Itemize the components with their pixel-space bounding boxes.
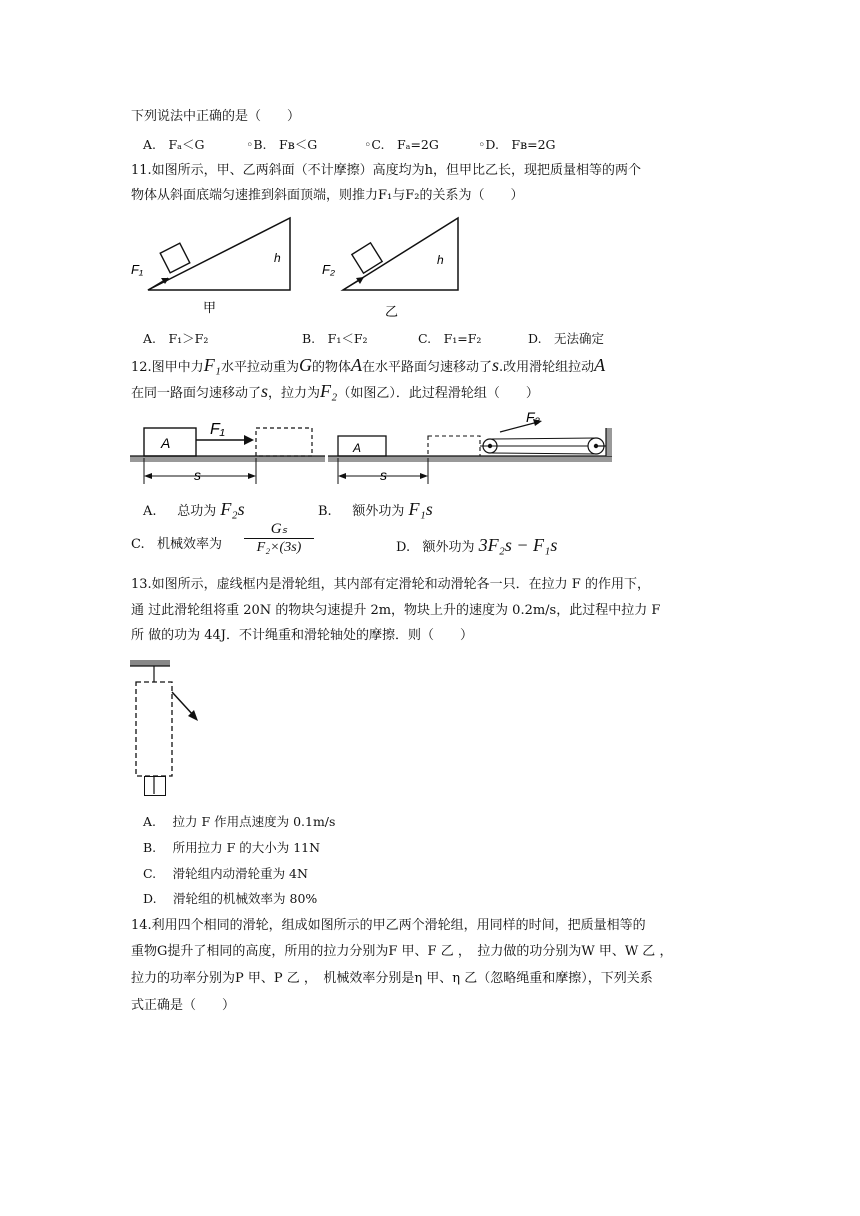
block-right-moved xyxy=(428,436,480,456)
q12-l2-s: s xyxy=(261,381,269,401)
q14-line1: 14.利用四个相同的滑轮，组成如图所示的甲乙两个滑轮组，用同样的时间，把质量相等的 xyxy=(131,918,646,933)
q11-option-b: B. F₁＜F₂ xyxy=(302,331,368,346)
caption-left: 甲 xyxy=(203,300,217,315)
q12-l1-a2: A xyxy=(350,355,362,375)
q12-l1-d: 在水平路面匀速移动了 xyxy=(361,360,492,375)
q12-l1-f1: F₁ xyxy=(203,355,221,375)
q13-line1: 13.如图所示，虚线框内是滑轮组，其内部有定滑轮和动滑轮各一只．在拉力 F 的作用下， xyxy=(131,577,650,592)
q13-option-b: B. 所用拉力 F 的大小为 11N xyxy=(143,840,321,855)
ground-right xyxy=(328,428,612,462)
q12-l1-a: 12.图甲中力 xyxy=(131,360,204,375)
slope-right xyxy=(322,218,458,319)
ground-left xyxy=(130,456,325,462)
q13-option-c: C. 滑轮组内动滑轮重为 4N xyxy=(143,866,308,881)
q10-stem: 下列说法中正确的是（ ） xyxy=(131,109,301,124)
q13-line2: 通 过此滑轮组将重 20N 的物块匀速提升 2m，物块上升的速度为 0.2m/s，此过程中拉力 F xyxy=(131,603,661,618)
q12-line1 xyxy=(131,356,605,377)
q14-line4: 式正确是（ ） xyxy=(131,998,236,1013)
q12-l1-a3: A xyxy=(594,355,606,375)
force-left-label: F₁ xyxy=(131,262,144,277)
fraction-numerator: Gₛ xyxy=(270,521,288,537)
q12-l2-b: ，拉力为 xyxy=(268,386,321,401)
q12-l2-a: 在同一路面匀速移动了 xyxy=(131,386,262,401)
q13-line3: 所 做的功为 44J．不计绳重和滑轮轴处的摩擦．则（ ） xyxy=(131,628,474,643)
q12-l1-c: 的物体 xyxy=(311,360,351,375)
q12-figure xyxy=(128,412,618,488)
q12-option-c-fraction xyxy=(244,520,314,557)
q13-option-a: A. 拉力 F 作用点速度为 0.1m/s xyxy=(143,814,336,829)
q12-option-d: D. 额外功为 3F₂s − F₁s xyxy=(396,535,558,555)
q11-option-a: A. F₁＞F₂ xyxy=(143,331,209,346)
q13-option-d: D. 滑轮组的机械效率为 80% xyxy=(143,891,318,906)
q10-option-d: ◦D. Fʙ=2G xyxy=(478,137,556,152)
q14-line3: 拉力的功率分别为P 甲、P 乙 ， 机械效率分别是η 甲、η 乙（忽略绳重和摩擦），下列关系 xyxy=(131,971,653,986)
q12-l1-s: s xyxy=(492,355,500,375)
q12-option-c: C. 机械效率为 xyxy=(131,537,223,552)
fraction-denominator: F₂×(3s) xyxy=(244,538,314,557)
block-right xyxy=(338,436,386,456)
block-left-label: A xyxy=(161,435,171,451)
q11-figure xyxy=(128,212,468,324)
q12-l1-g: G xyxy=(298,355,312,375)
dist-right-label: s xyxy=(380,467,387,483)
q12-l1-b: 水平拉动重为 xyxy=(220,360,299,375)
dist-left-label: s xyxy=(194,467,201,483)
block-right-label: A xyxy=(353,441,362,455)
q11-option-c: C. F₁=F₂ xyxy=(418,331,482,346)
q13-figure xyxy=(128,656,218,798)
q12-option-a: A. 总功为 F₂s xyxy=(143,499,245,519)
q12-l2-c: （如图乙）．此过程滑轮组（ ） xyxy=(337,386,539,401)
q10-option-a: A. Fₐ＜G xyxy=(143,137,205,152)
block-left-moved xyxy=(256,428,312,456)
force-f1-label: F₁ xyxy=(210,421,225,438)
q10-option-b: ◦B. Fʙ＜G xyxy=(246,137,318,152)
height-right-label: h xyxy=(437,253,444,267)
force-f2-label: F₂ xyxy=(526,412,540,425)
load-block xyxy=(144,776,166,796)
q12-l1-e: .改用滑轮组拉动 xyxy=(499,360,595,375)
q14-line2: 重物G提升了相同的高度，所用的拉力分别为F 甲、F 乙 ， 拉力做的功分别为W 甲、W 乙 ， xyxy=(131,944,673,959)
pulley-box xyxy=(136,682,172,776)
q12-l2-f2: F₂ xyxy=(320,381,338,401)
q11-line1: 11.如图所示，甲、乙两斜面（不计摩擦）高度均为h，但甲比乙长，现把质量相等的两个 xyxy=(131,163,642,178)
q11-line2: 物体从斜面底端匀速推到斜面顶端，则推力F₁与F₂的关系为（ ） xyxy=(131,188,524,203)
height-left-label: h xyxy=(274,251,281,265)
force-right-label: F₂ xyxy=(322,262,335,277)
ceiling xyxy=(130,660,170,666)
slope-left xyxy=(131,218,290,315)
caption-right: 乙 xyxy=(385,304,399,319)
q12-line2 xyxy=(131,382,539,403)
q10-option-c: ◦C. Fₐ=2G xyxy=(364,137,439,152)
q12-option-b: B. 额外功为 F₁s xyxy=(318,499,433,519)
q11-option-d: D. 无法确定 xyxy=(528,331,605,346)
